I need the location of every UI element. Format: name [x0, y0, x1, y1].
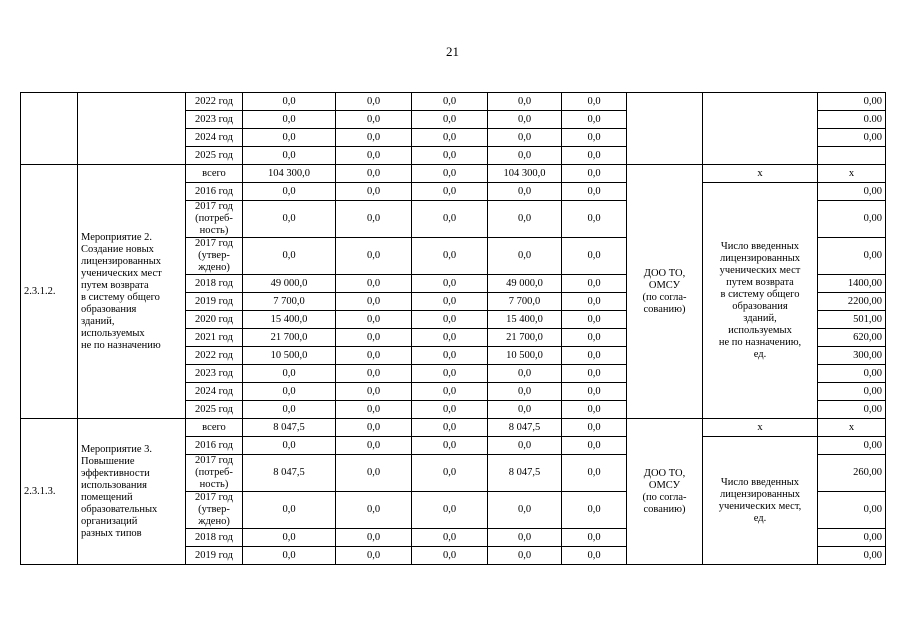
amount-cell: 0,0: [336, 111, 412, 129]
amount-cell: 0,0: [562, 165, 627, 183]
amount-cell: 0,0: [243, 183, 336, 201]
year-cell: 2023 год: [186, 365, 243, 383]
amount-cell: 0,0: [562, 183, 627, 201]
amount-cell: 0,0: [412, 329, 488, 347]
amount-cell: 15 400,0: [488, 311, 562, 329]
year-cell: 2017 год (потреб- ность): [186, 201, 243, 238]
indicator-cell: Число введенных лицензированных ученических мест путем возврата в систему общего образования зданий, используемых не по назначению, ед.: [703, 183, 818, 419]
amount-cell: 0,0: [243, 129, 336, 147]
amount-cell: 0,0: [562, 93, 627, 111]
target-value-cell: 620,00: [818, 329, 886, 347]
amount-cell: 0,0: [412, 365, 488, 383]
year-cell: 2024 год: [186, 129, 243, 147]
amount-cell: 0,0: [412, 492, 488, 529]
indicator-header-cell: х: [703, 419, 818, 437]
target-value-cell: 0,00: [818, 529, 886, 547]
amount-cell: 0,0: [488, 238, 562, 275]
target-value-cell: 300,00: [818, 347, 886, 365]
amount-cell: 0,0: [336, 147, 412, 165]
amount-cell: 21 700,0: [243, 329, 336, 347]
amount-cell: 0,0: [412, 129, 488, 147]
amount-cell: 0,0: [412, 238, 488, 275]
amount-cell: 0,0: [336, 238, 412, 275]
amount-cell: 0,0: [336, 293, 412, 311]
amount-cell: 0,0: [243, 93, 336, 111]
executor-cell: ДОО ТО, ОМСУ (по согла- сованию): [627, 165, 703, 419]
amount-cell: 7 700,0: [488, 293, 562, 311]
amount-cell: 0,0: [336, 93, 412, 111]
year-cell: 2016 год: [186, 437, 243, 455]
amount-cell: 0,0: [562, 129, 627, 147]
amount-cell: 0,0: [336, 547, 412, 565]
amount-cell: 0,0: [488, 129, 562, 147]
amount-cell: 8 047,5: [488, 455, 562, 492]
amount-cell: 0,0: [336, 529, 412, 547]
year-cell: 2025 год: [186, 147, 243, 165]
event-number: 2.3.1.3.: [21, 419, 78, 565]
year-cell: 2017 год (потреб- ность): [186, 455, 243, 492]
amount-cell: 0,0: [488, 93, 562, 111]
amount-cell: 0,0: [412, 147, 488, 165]
amount-cell: 0,0: [562, 401, 627, 419]
amount-cell: 0,0: [243, 238, 336, 275]
target-value-cell: 260,00: [818, 455, 886, 492]
target-value-cell: 0.00: [818, 111, 886, 129]
amount-cell: 0,0: [336, 183, 412, 201]
event-name-cell: [78, 93, 186, 165]
amount-cell: 0,0: [412, 383, 488, 401]
amount-cell: 0,0: [412, 183, 488, 201]
amount-cell: 0,0: [243, 529, 336, 547]
amount-cell: 0,0: [488, 547, 562, 565]
amount-cell: 0,0: [336, 383, 412, 401]
year-cell: 2016 год: [186, 183, 243, 201]
amount-cell: 0,0: [412, 401, 488, 419]
amount-cell: 0,0: [243, 492, 336, 529]
amount-cell: 7 700,0: [243, 293, 336, 311]
target-value-cell: 2200,00: [818, 293, 886, 311]
event-name: Мероприятие 2. Создание новых лицензированных ученических мест путем возврата в систему общего образования зданий, используемых не по назначению: [78, 165, 186, 419]
amount-cell: 0,0: [336, 419, 412, 437]
amount-cell: 104 300,0: [243, 165, 336, 183]
amount-cell: 0,0: [243, 147, 336, 165]
target-value-cell: 0,00: [818, 401, 886, 419]
year-cell: 2025 год: [186, 401, 243, 419]
amount-cell: 0,0: [336, 401, 412, 419]
event-name: Мероприятие 3. Повышение эффективности использования помещений образовательных организаций разных типов: [78, 419, 186, 565]
amount-cell: 0,0: [562, 529, 627, 547]
amount-cell: 0,0: [336, 492, 412, 529]
year-cell: 2017 год (утвер- ждено): [186, 238, 243, 275]
amount-cell: 0,0: [243, 401, 336, 419]
amount-cell: 0,0: [562, 238, 627, 275]
amount-cell: 0,0: [243, 111, 336, 129]
executor-cell: ДОО ТО, ОМСУ (по согла- сованию): [627, 419, 703, 565]
target-value-cell: 0,00: [818, 238, 886, 275]
amount-cell: 0,0: [488, 401, 562, 419]
year-cell: 2024 год: [186, 383, 243, 401]
amount-cell: 0,0: [562, 147, 627, 165]
amount-cell: 0,0: [488, 365, 562, 383]
amount-cell: 0,0: [562, 275, 627, 293]
amount-cell: 0,0: [562, 492, 627, 529]
amount-cell: 0,0: [562, 455, 627, 492]
amount-cell: 0,0: [412, 275, 488, 293]
table-row: [21, 419, 886, 437]
amount-cell: 0,0: [412, 437, 488, 455]
amount-cell: 0,0: [336, 437, 412, 455]
executor-cell: [627, 93, 703, 165]
amount-cell: 0,0: [562, 365, 627, 383]
target-value-cell: 0,00: [818, 547, 886, 565]
amount-cell: 8 047,5: [243, 455, 336, 492]
amount-cell: 0,0: [412, 93, 488, 111]
amount-cell: 0,0: [562, 437, 627, 455]
amount-cell: 0,0: [412, 347, 488, 365]
number-cell: [21, 93, 78, 165]
target-value-cell: 0,00: [818, 437, 886, 455]
amount-cell: 0,0: [562, 547, 627, 565]
target-value-cell: [818, 147, 886, 165]
year-cell: 2019 год: [186, 547, 243, 565]
year-cell: 2018 год: [186, 529, 243, 547]
amount-cell: 0,0: [562, 383, 627, 401]
amount-cell: 0,0: [488, 437, 562, 455]
page-number: 21: [446, 44, 459, 59]
program-budget-table: [20, 92, 886, 565]
amount-cell: 0,0: [243, 547, 336, 565]
amount-cell: 0,0: [412, 201, 488, 238]
amount-cell: 0,0: [243, 365, 336, 383]
indicator-cell: [703, 93, 818, 165]
amount-cell: 0,0: [336, 347, 412, 365]
amount-cell: 0,0: [412, 547, 488, 565]
amount-cell: 0,0: [562, 111, 627, 129]
event-number: 2.3.1.2.: [21, 165, 78, 419]
year-cell: 2020 год: [186, 311, 243, 329]
amount-cell: 8 047,5: [488, 419, 562, 437]
target-value-cell: 0,00: [818, 492, 886, 529]
amount-cell: 0,0: [562, 329, 627, 347]
amount-cell: 0,0: [488, 201, 562, 238]
year-cell: 2018 год: [186, 275, 243, 293]
amount-cell: 0,0: [562, 311, 627, 329]
year-cell: 2022 год: [186, 347, 243, 365]
target-value-cell: 0,00: [818, 201, 886, 238]
amount-cell: 0,0: [243, 437, 336, 455]
table-row: [21, 165, 886, 183]
amount-cell: 0,0: [336, 129, 412, 147]
table-row: [21, 93, 886, 111]
target-value-cell: х: [818, 419, 886, 437]
amount-cell: 10 500,0: [243, 347, 336, 365]
amount-cell: 0,0: [488, 111, 562, 129]
amount-cell: 0,0: [488, 183, 562, 201]
amount-cell: 0,0: [243, 383, 336, 401]
amount-cell: 0,0: [412, 165, 488, 183]
amount-cell: 0,0: [488, 383, 562, 401]
amount-cell: 0,0: [412, 419, 488, 437]
amount-cell: 0,0: [336, 455, 412, 492]
amount-cell: 8 047,5: [243, 419, 336, 437]
target-value-cell: 501,00: [818, 311, 886, 329]
amount-cell: 0,0: [562, 419, 627, 437]
amount-cell: 0,0: [562, 347, 627, 365]
amount-cell: 21 700,0: [488, 329, 562, 347]
target-value-cell: 1400,00: [818, 275, 886, 293]
target-value-cell: х: [818, 165, 886, 183]
amount-cell: 0,0: [562, 293, 627, 311]
year-cell: всего: [186, 165, 243, 183]
year-cell: 2022 год: [186, 93, 243, 111]
year-cell: 2017 год (утвер- ждено): [186, 492, 243, 529]
amount-cell: 0,0: [336, 165, 412, 183]
amount-cell: 0,0: [243, 201, 336, 238]
amount-cell: 0,0: [336, 329, 412, 347]
amount-cell: 0,0: [336, 365, 412, 383]
amount-cell: 49 000,0: [243, 275, 336, 293]
target-value-cell: 0,00: [818, 383, 886, 401]
amount-cell: 0,0: [562, 201, 627, 238]
amount-cell: 0,0: [412, 293, 488, 311]
amount-cell: 0,0: [412, 311, 488, 329]
amount-cell: 0,0: [488, 147, 562, 165]
target-value-cell: 0,00: [818, 183, 886, 201]
amount-cell: 104 300,0: [488, 165, 562, 183]
target-value-cell: 0,00: [818, 129, 886, 147]
amount-cell: 49 000,0: [488, 275, 562, 293]
amount-cell: 15 400,0: [243, 311, 336, 329]
target-value-cell: 0,00: [818, 93, 886, 111]
year-cell: 2021 год: [186, 329, 243, 347]
amount-cell: 0,0: [336, 275, 412, 293]
amount-cell: 0,0: [412, 529, 488, 547]
amount-cell: 0,0: [412, 455, 488, 492]
year-cell: всего: [186, 419, 243, 437]
year-cell: 2023 год: [186, 111, 243, 129]
target-value-cell: 0,00: [818, 365, 886, 383]
indicator-header-cell: х: [703, 165, 818, 183]
amount-cell: 0,0: [488, 529, 562, 547]
amount-cell: 0,0: [336, 311, 412, 329]
amount-cell: 0,0: [488, 492, 562, 529]
amount-cell: 0,0: [412, 111, 488, 129]
amount-cell: 10 500,0: [488, 347, 562, 365]
amount-cell: 0,0: [336, 201, 412, 238]
year-cell: 2019 год: [186, 293, 243, 311]
indicator-cell: Число введенных лицензированных ученических мест, ед.: [703, 437, 818, 565]
